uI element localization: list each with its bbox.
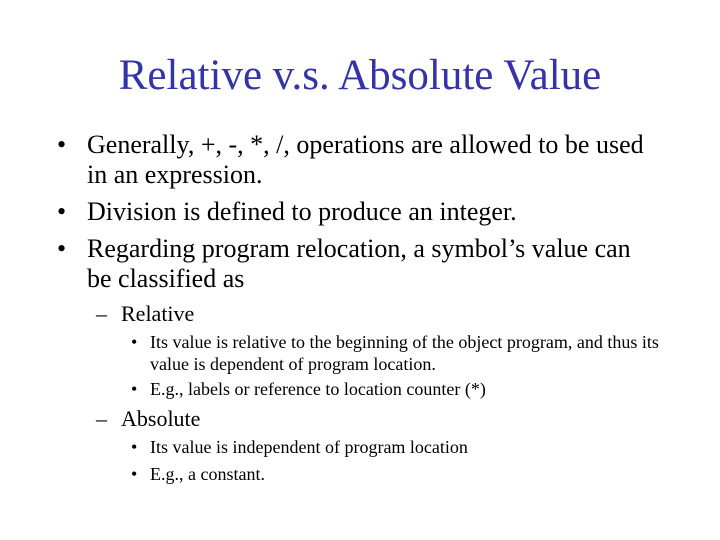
slide-title: Relative v.s. Absolute Value — [118, 52, 602, 99]
bullet-text: Generally, +, -, *, /, operations are allowed to be used in an expression. — [87, 130, 644, 189]
bullet-text: Division is defined to produce an integer. — [87, 197, 517, 226]
bullet-marker: • — [131, 379, 138, 399]
detail-text: E.g., a constant. — [150, 464, 265, 484]
bullet-marker: • — [57, 197, 67, 226]
bullet-item — [57, 197, 647, 227]
bullet-marker: • — [131, 464, 138, 484]
detail-text: E.g., labels or reference to location counter (*) — [150, 379, 486, 399]
bullet-item — [57, 130, 647, 190]
detail-item — [131, 463, 670, 485]
detail-item — [131, 331, 670, 375]
sub-bullet-label: Absolute — [121, 406, 201, 431]
sub-bullet-relative — [96, 301, 194, 327]
sub-bullet-absolute — [96, 406, 200, 432]
bullet-marker: • — [131, 332, 138, 352]
bullet-item — [57, 234, 647, 294]
bullet-text: Regarding program relocation, a symbol’s value can be classified as — [87, 234, 631, 293]
detail-text: Its value is relative to the beginning of the object program, and thus its value is dependent of program location. — [150, 332, 659, 374]
detail-item — [131, 436, 670, 458]
bullet-marker: • — [131, 437, 138, 457]
bullet-marker: • — [57, 234, 67, 263]
detail-text: Its value is independent of program location — [150, 437, 468, 457]
detail-item — [131, 378, 670, 400]
dash-marker: – — [96, 406, 107, 431]
dash-marker: – — [96, 301, 107, 326]
bullet-marker: • — [57, 130, 67, 159]
sub-bullet-label: Relative — [121, 301, 195, 326]
